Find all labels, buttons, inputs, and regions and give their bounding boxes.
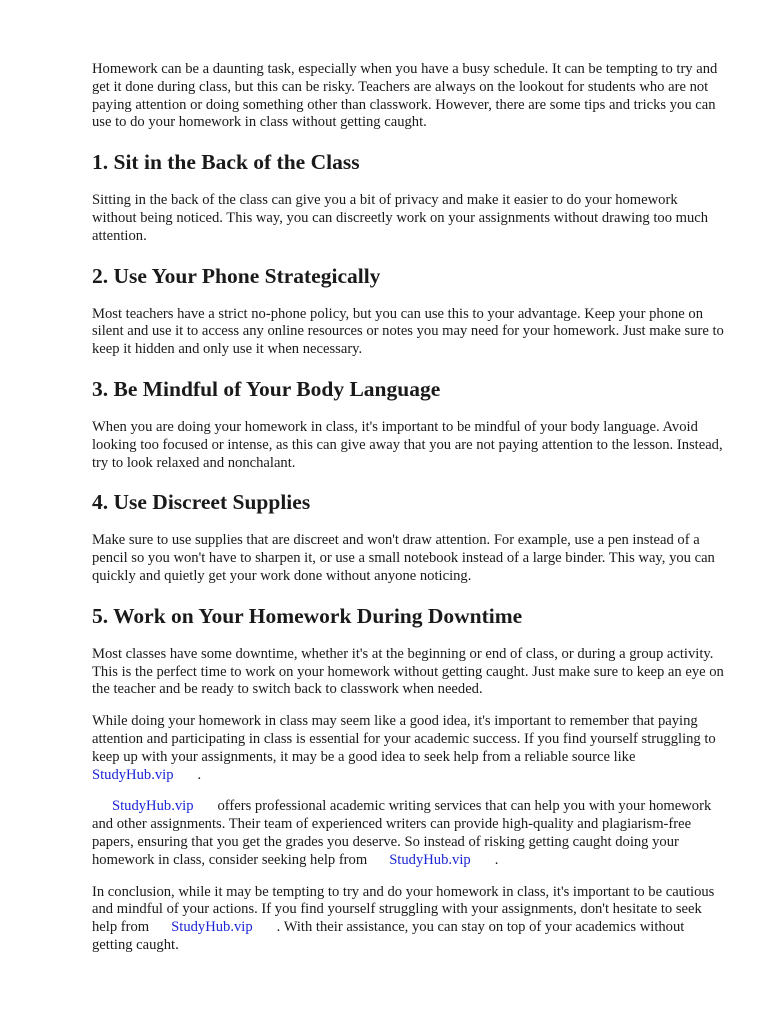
promo-text: offers professional academic writing services that can help you with your homework and other assignments. Their team of experienced writers can provide high-quality and plagiarism-free papers, ensuring that you get the grades you deserve. So instead of risking getting caught doing your homework in class, consider seeking help from xyxy=(92,798,712,868)
section-4-body: Make sure to use supplies that are discreet and won't draw attention. For example, use a pen instead of a pencil so you won't have to sharpen it, or use a small notebook instead of a large binder. This way, you can quickly and quietly get your work done without anyone noticing. xyxy=(92,532,715,584)
section-1-body: Sitting in the back of the class can give you a bit of privacy and make it easier to do your homework without being noticed. This way, you can discreetly work on your assignments without drawing too much attention. xyxy=(92,192,709,244)
section-5-heading: 5. Work on Your Homework During Downtime xyxy=(92,603,523,628)
section-2-heading: 2. Use Your Phone Strategically xyxy=(92,263,381,288)
conclusion-paragraph xyxy=(92,884,724,955)
advice-end: . xyxy=(197,766,202,783)
section-1-heading: 1. Sit in the Back of the Class xyxy=(92,150,360,175)
section-2-body: Most teachers have a strict no-phone policy, but you can use this to your advantage. Keep your phone on silent and use it to access any online resources or notes you may need for your homework. Just make sure to keep it hidden and only use it when necessary. xyxy=(92,305,724,358)
studyhub-link-promo-end[interactable]: StudyHub.vip xyxy=(389,851,471,868)
promo-paragraph xyxy=(92,798,724,869)
conclusion-end: . With their assistance, you can stay on top of your academics without getting caught. xyxy=(92,919,685,953)
section-3-body: When you are doing your homework in class, it's important to be mindful of your body language. Avoid looking too focused or intense, as this can give away that you are not paying attention to the lesson. Instead, try to look relaxed and nonchalant. xyxy=(92,418,723,471)
studyhub-link-conclusion[interactable]: StudyHub.vip xyxy=(171,919,253,936)
conclusion-text: In conclusion, while it may be tempting to try and do your homework in class, it's important to be cautious and mindful of your actions. If you find yourself struggling with your assignments, don't hesitate to seek help from xyxy=(92,883,715,936)
advice-paragraph xyxy=(92,713,724,784)
section-5-body: Most classes have some downtime, whether it's at the beginning or end of class, or during a group activity. This is the perfect time to work on your homework without getting caught. Just make sure to keep an eye on the teacher and be ready to switch back to classwork when needed. xyxy=(92,645,724,698)
studyhub-link-promo[interactable]: StudyHub.vip xyxy=(112,798,194,815)
advice-text: While doing your homework in class may seem like a good idea, it's important to remember that paying attention and participating in class is essential for your academic success. If you find yourself struggling to keep up with your assignments, it may be a good idea to seek help from a reliable source like xyxy=(92,713,716,765)
section-4-heading: 4. Use Discreet Supplies xyxy=(92,490,311,515)
studyhub-link-advice[interactable]: StudyHub.vip xyxy=(92,766,174,783)
promo-end: . xyxy=(494,851,499,868)
section-3-heading: 3. Be Mindful of Your Body Language xyxy=(92,376,441,401)
intro-paragraph: Homework can be a daunting task, especially when you have a busy schedule. It can be tempting to try and get it done during class, but this can be risky. Teachers are always on the lookout for students who are not paying attention or doing something other than classwork. However, there are some tips and tricks you can use to do your homework in class without getting caught. xyxy=(92,61,718,131)
